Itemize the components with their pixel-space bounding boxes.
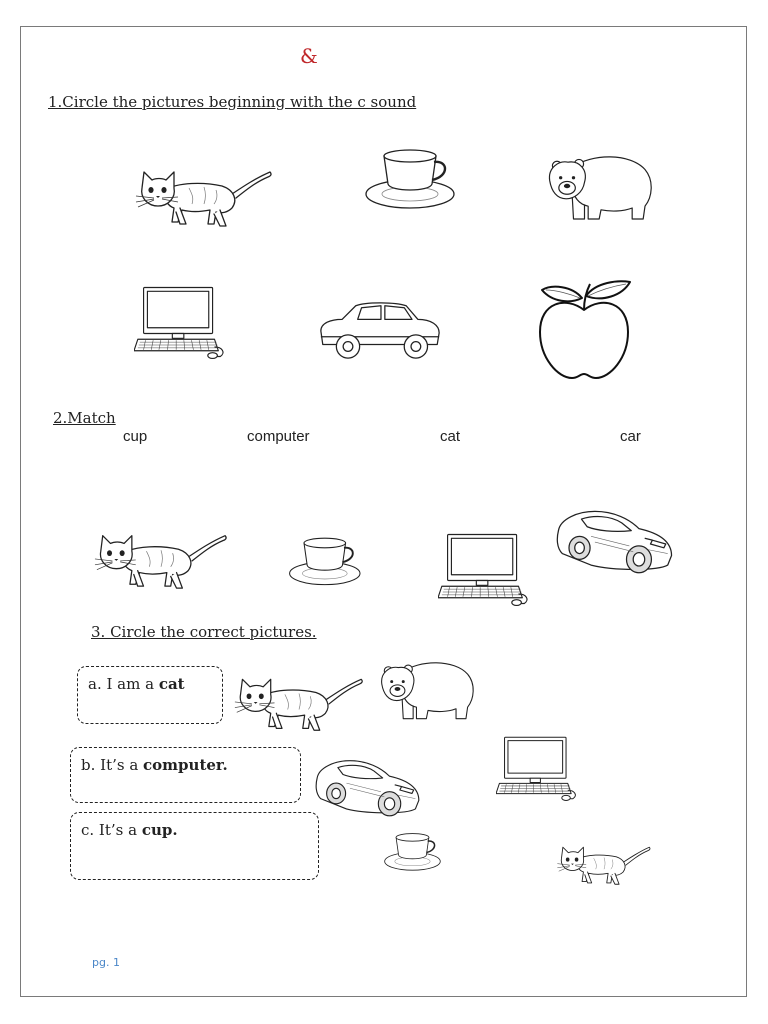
sentence-c: c. It’s a cup. bbox=[81, 821, 178, 839]
option-cat-picture[interactable] bbox=[232, 668, 366, 734]
cat-picture[interactable] bbox=[134, 160, 274, 230]
bear-picture[interactable] bbox=[546, 146, 656, 226]
sentence-box-c bbox=[70, 812, 319, 880]
match-word-computer[interactable]: computer bbox=[247, 428, 310, 445]
sentence-b: b. It’s a computer. bbox=[81, 756, 228, 774]
old-car-picture[interactable] bbox=[316, 298, 444, 362]
match-word-cat[interactable]: cat bbox=[440, 428, 461, 445]
match-word-car[interactable]: car bbox=[620, 428, 641, 445]
computer-picture[interactable] bbox=[134, 284, 226, 360]
sentence-box-b bbox=[70, 747, 301, 803]
sentence-box-a bbox=[77, 666, 223, 724]
section2-title: 2.Match bbox=[53, 409, 116, 427]
page-number: pg. 1 bbox=[92, 956, 120, 969]
ampersand-symbol: & bbox=[300, 44, 318, 68]
match-sports-car-picture[interactable] bbox=[552, 498, 678, 590]
cup-picture[interactable] bbox=[364, 138, 464, 214]
apple-picture[interactable] bbox=[536, 280, 632, 380]
section1-title: 1.Circle the pictures beginning with the c sound bbox=[48, 93, 417, 111]
section3-title: 3. Circle the correct pictures. bbox=[91, 623, 317, 641]
match-computer-picture[interactable] bbox=[438, 530, 530, 608]
match-cat-picture[interactable] bbox=[92, 524, 230, 592]
option-cup-picture[interactable] bbox=[380, 826, 450, 874]
option-sports-car-picture[interactable] bbox=[312, 748, 424, 832]
sentence-a: a. I am a cat bbox=[88, 675, 185, 693]
option-computer-picture[interactable] bbox=[496, 734, 578, 802]
match-word-cup[interactable]: cup bbox=[123, 428, 148, 445]
option-bear-picture[interactable] bbox=[376, 656, 480, 722]
option-cat-picture-2[interactable] bbox=[556, 838, 652, 888]
match-cup-picture[interactable] bbox=[288, 528, 368, 590]
